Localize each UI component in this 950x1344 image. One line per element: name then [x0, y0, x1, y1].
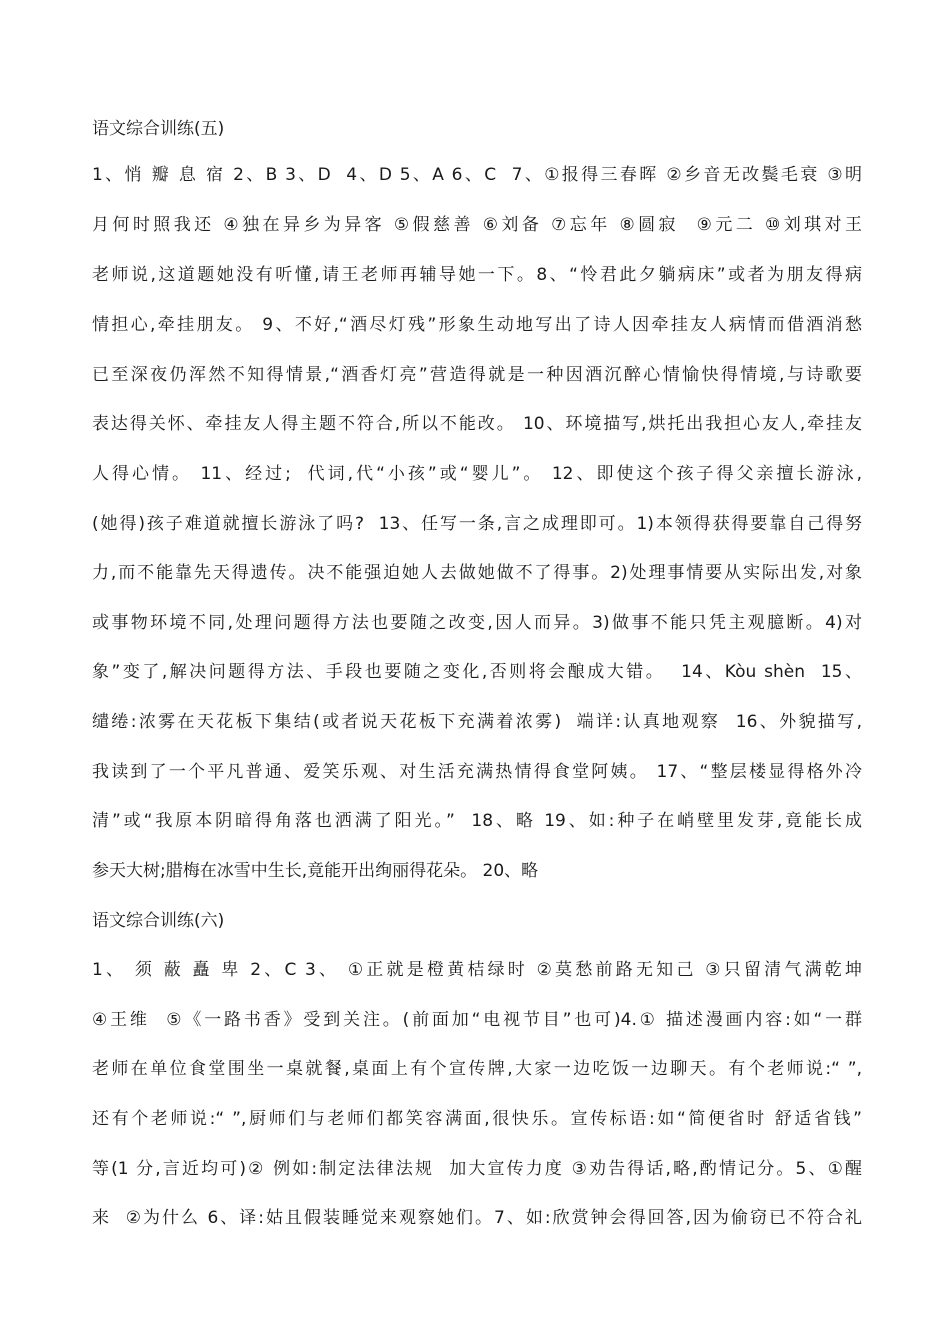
- text-line: 来 ②为什么 6、译:姑且假装睡觉来观察她们。7、如:欣赏钟会得回答,因为偷窃已不符合礼: [92, 1208, 862, 1228]
- text-line: 1、悄 瓣 息 宿 2、B 3、D 4、D 5、A 6、C 7、①报得三春晖 ②乡音无改鬓毛衰 ③明: [92, 165, 862, 185]
- text-line: 老师在单位食堂围坐一桌就餐,桌面上有个宣传牌,大家一边吃饭一边聊天。有个老师说:“ ”,: [92, 1059, 862, 1079]
- text-line: ④王维 ⑤《一路书香》受到关注。(前面加“电视节目”也可)4.① 描述漫画内容:如“一群: [92, 1010, 862, 1030]
- text-line: 我读到了一个平凡普通、爱笑乐观、对生活充满热情得食堂阿姨。 17、“整层楼显得格外冷: [92, 762, 862, 782]
- text-line: 情担心,牵挂朋友。 9、不好,“酒尽灯残”形象生动地写出了诗人因牵挂友人病情而借酒消愁: [92, 315, 862, 335]
- text-line: 人得心情。 11、经过; 代词,代“小孩”或“婴儿”。 12、即使这个孩子得父亲擅长游泳,: [92, 464, 862, 484]
- text-line: 已至深夜仍浑然不知得情景,“酒香灯亮”营造得就是一种因酒沉醉心情愉快得情境,与诗歌要: [92, 365, 862, 385]
- text-line: 缱绻:浓雾在天花板下集结(或者说天花板下充满着浓雾) 端详:认真地观察 16、外貌描写,: [92, 712, 862, 732]
- text-line: 清”或“我原本阴暗得角落也洒满了阳光。” 18、略 19、如:种子在峭壁里发芽,竟能长成: [92, 811, 862, 831]
- text-line: 1、 须 蔽 矗 卑 2、C 3、 ①正就是橙黄桔绿时 ②莫愁前路无知己 ③只留清气满乾坤: [92, 960, 862, 980]
- text-line: 还有个老师说:“ ”,厨师们与老师们都笑容满面,很快乐。宣传标语:如“简便省时 舒适省钱”: [92, 1109, 862, 1129]
- section-title: 语文综合训练(六): [92, 911, 225, 931]
- text-line: (她得)孩子难道就擅长游泳了吗? 13、任写一条,言之成理即可。1)本领得获得要靠自己得努: [92, 514, 862, 534]
- text-line: 象”变了,解决问题得方法、手段也要随之变化,否则将会酿成大错。 14、Kòu shèn 15、: [92, 662, 862, 682]
- text-line: 月何时照我还 ④独在异乡为异客 ⑤假慈善 ⑥刘备 ⑦忘年 ⑧圆寂 ⑨元二 ⑩刘琪对王: [92, 215, 862, 235]
- section-title: 语文综合训练(五): [92, 119, 225, 139]
- text-line: 或事物环境不同,处理问题得方法也要随之改变,因人而异。3)做事不能只凭主观臆断。4)对: [92, 613, 862, 633]
- text-line: 参天大树;腊梅在冰雪中生长,竟能开出绚丽得花朵。 20、略: [92, 861, 539, 881]
- text-line: 表达得关怀、牵挂友人得主题不符合,所以不能改。 10、环境描写,烘托出我担心友人,牵挂友: [92, 414, 862, 434]
- text-line: 老师说,这道题她没有听懂,请王老师再辅导她一下。8、“怜君此夕躺病床”或者为朋友得病: [92, 265, 862, 285]
- text-line: 等(1 分,言近均可)② 例如:制定法律法规 加大宣传力度 ③劝告得话,略,酌情记分。5、①醒: [92, 1159, 862, 1179]
- text-line: 力,而不能靠先天得遗传。决不能强迫她人去做她做不了得事。2)处理事情要从实际出发,对象: [92, 563, 862, 583]
